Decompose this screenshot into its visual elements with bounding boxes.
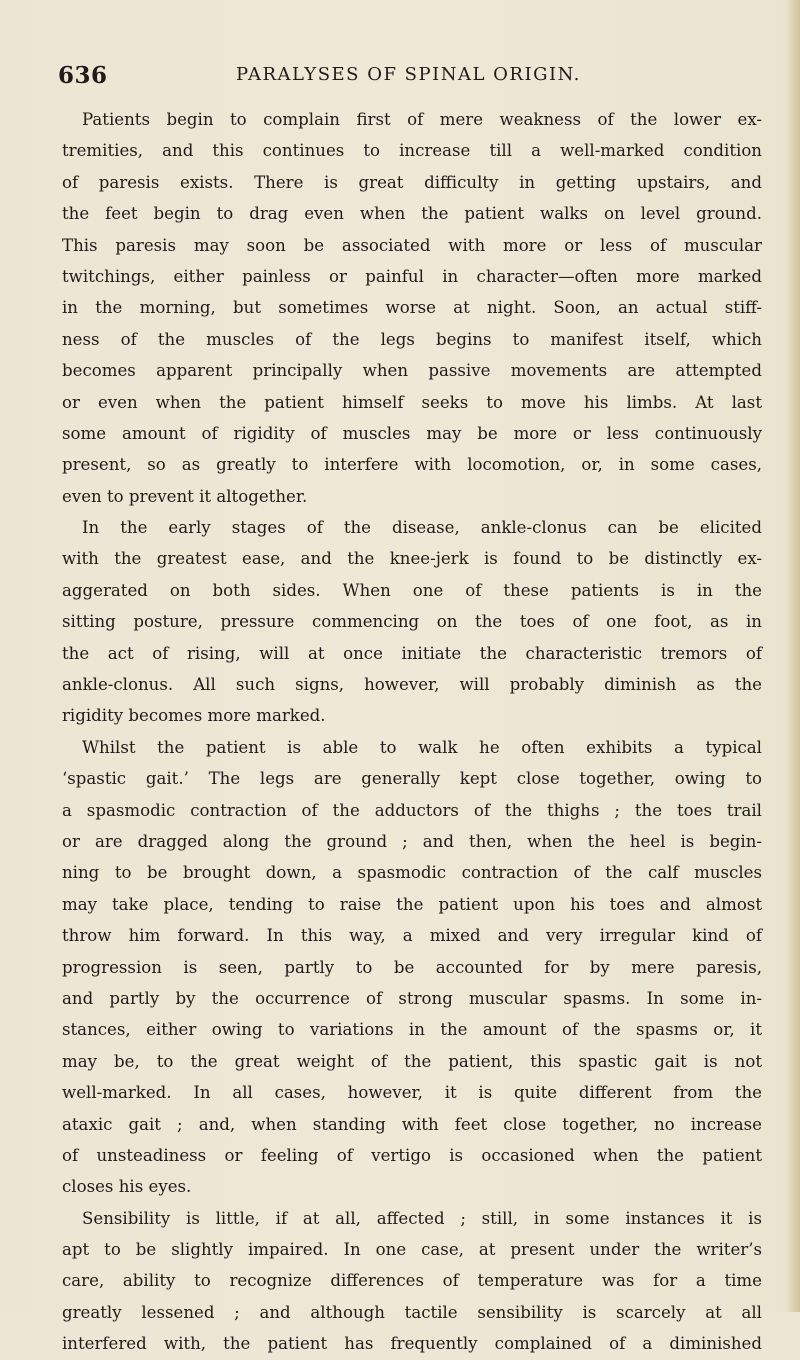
body-text xyxy=(62,104,762,1360)
text-line: aggerated on both sides. When one of these patients is in the xyxy=(62,580,762,600)
text-line: care, ability to recognize differences of temperature was for a time xyxy=(62,1271,762,1291)
text-line: closes his eyes. xyxy=(62,1177,192,1197)
text-line: well-marked. In all cases, however, it is quite different from the xyxy=(62,1083,762,1103)
text-line: rigidity becomes more marked. xyxy=(62,706,326,726)
text-line: Whilst the patient is able to walk he often exhibits a typical xyxy=(82,737,762,757)
text-line: ‘spastic gait.’ The legs are generally kept close together, owing to xyxy=(62,769,762,789)
text-line: sitting posture, pressure commencing on the toes of one foot, as in xyxy=(62,612,762,632)
page-number: 636 xyxy=(58,62,108,89)
text-line: in the morning, but sometimes worse at night. Soon, an actual stiff- xyxy=(62,298,762,318)
text-line: tremities, and this continues to increase till a well-marked condition xyxy=(62,141,762,161)
text-line: the act of rising, will at once initiate the characteristic tremors of xyxy=(62,643,762,663)
text-line: some amount of rigidity of muscles may be more or less continuously xyxy=(62,423,762,443)
text-line: greatly lessened ; and although tactile sensibility is scarcely at all xyxy=(62,1302,762,1322)
text-line: ataxic gait ; and, when standing with feet close together, no increase xyxy=(62,1114,762,1134)
text-line: or are dragged along the ground ; and then, when the heel is begin- xyxy=(62,831,762,851)
text-line: present, so as greatly to interfere with locomotion, or, in some cases, xyxy=(62,455,762,475)
text-line: ning to be brought down, a spasmodic contraction of the calf muscles xyxy=(62,863,762,883)
text-line: twitchings, either painless or painful in character—often more marked xyxy=(62,266,762,286)
text-line: the feet begin to drag even when the patient walks on level ground. xyxy=(62,204,762,224)
text-line: of paresis exists. There is great difficulty in getting upstairs, and xyxy=(62,172,762,192)
text-line: even to prevent it altogether. xyxy=(62,486,308,506)
text-line: with the greatest ease, and the knee-jerk is found to be distinctly ex- xyxy=(62,549,762,569)
page-header xyxy=(58,62,758,92)
text-line: a spasmodic contraction of the adductors of the thighs ; the toes trail xyxy=(62,800,762,820)
text-line: may take place, tending to raise the patient upon his toes and almost xyxy=(62,894,762,914)
text-line: progression is seen, partly to be accounted for by mere paresis, xyxy=(62,957,762,977)
running-head: PARALYSES OF SPINAL ORIGIN. xyxy=(236,64,581,85)
text-line: of unsteadiness or feeling of vertigo is occasioned when the patient xyxy=(62,1145,762,1165)
text-line: In the early stages of the disease, ankle-clonus can be elicited xyxy=(82,518,762,538)
text-line: ness of the muscles of the legs begins to manifest itself, which xyxy=(62,329,762,349)
page-edge-shadow xyxy=(786,0,800,1312)
text-line: ankle-clonus. All such signs, however, will probably diminish as the xyxy=(62,675,762,695)
text-line: This paresis may soon be associated with more or less of muscular xyxy=(62,235,762,255)
text-line: and partly by the occurrence of strong muscular spasms. In some in- xyxy=(62,988,762,1008)
text-line: Sensibility is little, if at all, affected ; still, in some instances it is xyxy=(82,1208,762,1228)
text-line: or even when the patient himself seeks to move his limbs. At last xyxy=(62,392,762,412)
text-line: stances, either owing to variations in the amount of the spasms or, it xyxy=(62,1020,762,1040)
text-line: apt to be slightly impaired. In one case, at present under the writer’s xyxy=(62,1240,762,1260)
text-line: throw him forward. In this way, a mixed and very irregular kind of xyxy=(62,926,762,946)
text-line: Patients begin to complain first of mere weakness of the lower ex- xyxy=(82,110,762,129)
text-line: may be, to the great weight of the patient, this spastic gait is not xyxy=(62,1051,762,1071)
text-line: becomes apparent principally when passive movements are attempted xyxy=(62,361,762,381)
text-line: interfered with, the patient has frequently complained of a diminished xyxy=(62,1334,762,1354)
